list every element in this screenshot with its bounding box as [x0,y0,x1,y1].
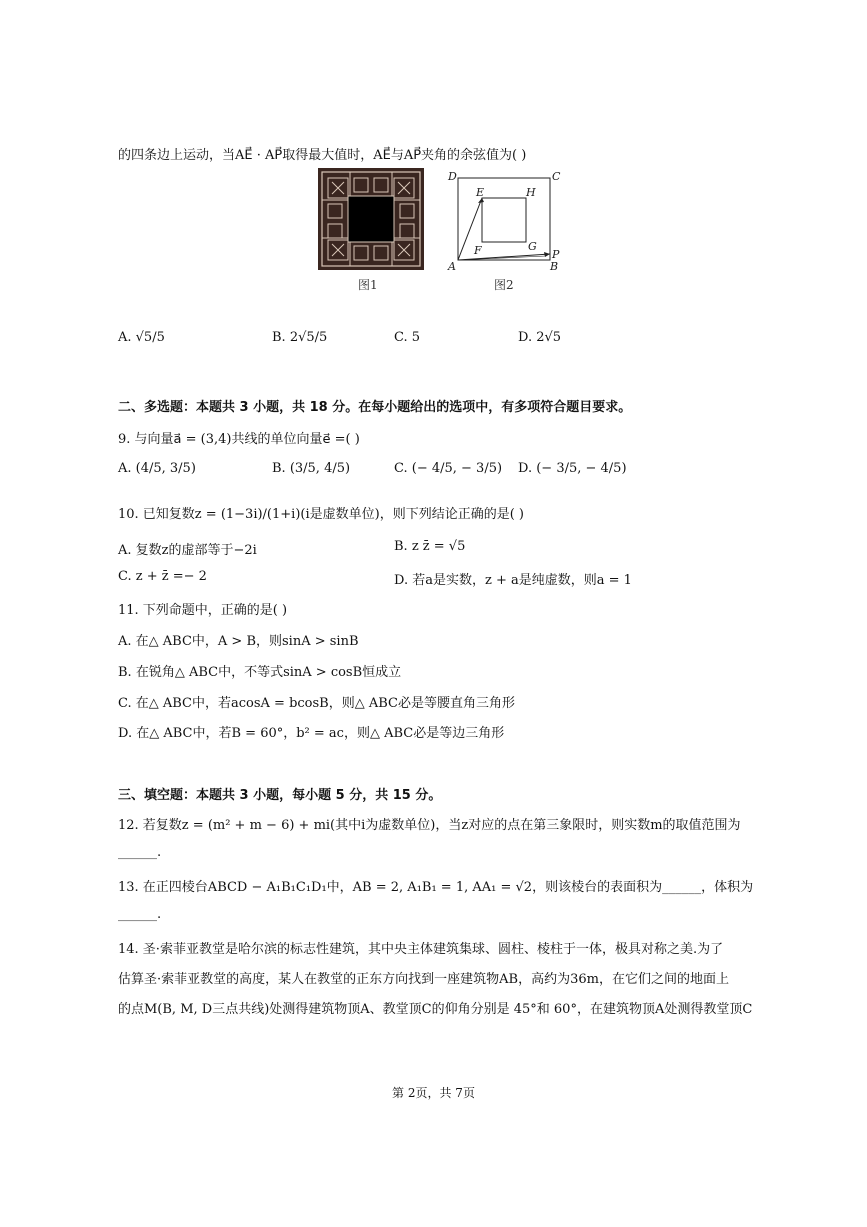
label-h: H [526,186,536,199]
q9-stem: 9. 与向量a⃗ = (3,4)共线的单位向量e⃗ =( ) [118,432,360,447]
q14-line-1: 14. 圣·索菲亚教堂是哈尔滨的标志性建筑，其中央主体建筑集球、圆柱、棱柱于一体，极具对称之美.为了 [118,942,724,957]
q9-option-d: D. (− 3/5, − 4/5) [518,461,627,476]
q10-stem: 10. 已知复数z = (1−3i)/(1+i)(i是虚数单位)，则下列结论正确的是( ) [118,507,524,522]
label-p: P [552,248,560,261]
q9-option-b: B. (3/5, 4/5) [272,461,351,476]
q8-option-b: B. 2√5/5 [272,330,328,345]
q8-option-a: A. √5/5 [118,330,165,345]
figure-2 [444,168,564,278]
q10-option-a: A. 复数z的虚部等于−2i [118,543,257,558]
label-c: C [552,170,561,183]
q12-line-1: 12. 若复数z = (m² + m − 6) + mi(其中i为虚数单位)，当z对应的点在第三象限时，则实数m的取值范围为 [118,818,741,833]
q10-option-b: B. z z̄ = √5 [394,539,466,554]
lattice-window-image [318,168,424,270]
q12-line-2: ______. [118,845,162,860]
q8-stem: 的四条边上运动，当AE⃗ · AP⃗取得最大值时，AE⃗与AP⃗夹角的余弦值为( ) [118,148,527,163]
q11-option-d: D. 在△ ABC中，若B = 60°，b² = ac，则△ ABC必是等边三角形 [118,726,505,741]
q13-line-2: ______. [118,907,162,922]
q11-option-b: B. 在锐角△ ABC中，不等式sinA > cosB恒成立 [118,665,402,680]
section-3-heading: 三、填空题：本题共 3 小题，每小题 5 分，共 15 分。 [118,788,442,803]
section-2-heading: 二、多选题：本题共 3 小题，共 18 分。在每小题给出的选项中，有多项符合题目要求。 [118,400,632,415]
label-d: D [448,170,457,183]
geometry-diagram [444,168,564,274]
q11-option-a: A. 在△ ABC中，A > B，则sinA > sinB [118,634,359,649]
q9-option-a: A. (4/5, 3/5) [118,461,196,476]
figure-1 [318,168,424,274]
label-b: B [550,260,559,273]
label-g: G [528,240,537,253]
q9-option-c: C. (− 4/5, − 3/5) [394,461,503,476]
page-footer: 第 2页，共 7页 [392,1086,475,1100]
q8-option-d: D. 2√5 [518,330,562,345]
figure-1-caption: 图1 [358,278,378,292]
label-a: A [448,260,456,273]
label-e: E [476,186,485,199]
q10-option-d: D. 若a是实数，z + a是纯虚数，则a = 1 [394,573,632,588]
q14-line-2: 估算圣·索菲亚教堂的高度，某人在教堂的正东方向找到一座建筑物AB，高约为36m，在它们之间的地面上 [118,972,729,987]
figure-2-caption: 图2 [494,278,514,292]
q11-option-c: C. 在△ ABC中，若acosA = bcosB，则△ ABC必是等腰直角三角形 [118,696,515,711]
q10-option-c: C. z + z̄ =− 2 [118,569,207,584]
q13-line-1: 13. 在正四棱台ABCD − A₁B₁C₁D₁中，AB = 2, A₁B₁ = 1, AA₁ = √2，则该棱台的表面积为______，体积为 [118,880,754,895]
label-f: F [474,244,482,257]
q8-option-c: C. 5 [394,330,421,345]
q11-stem: 11. 下列命题中，正确的是( ) [118,603,288,618]
q14-line-3: 的点M(B, M, D三点共线)处测得建筑物顶A、教堂顶C的仰角分别是 45°和 60°，在建筑物顶A处测得教堂顶C [118,1002,753,1017]
